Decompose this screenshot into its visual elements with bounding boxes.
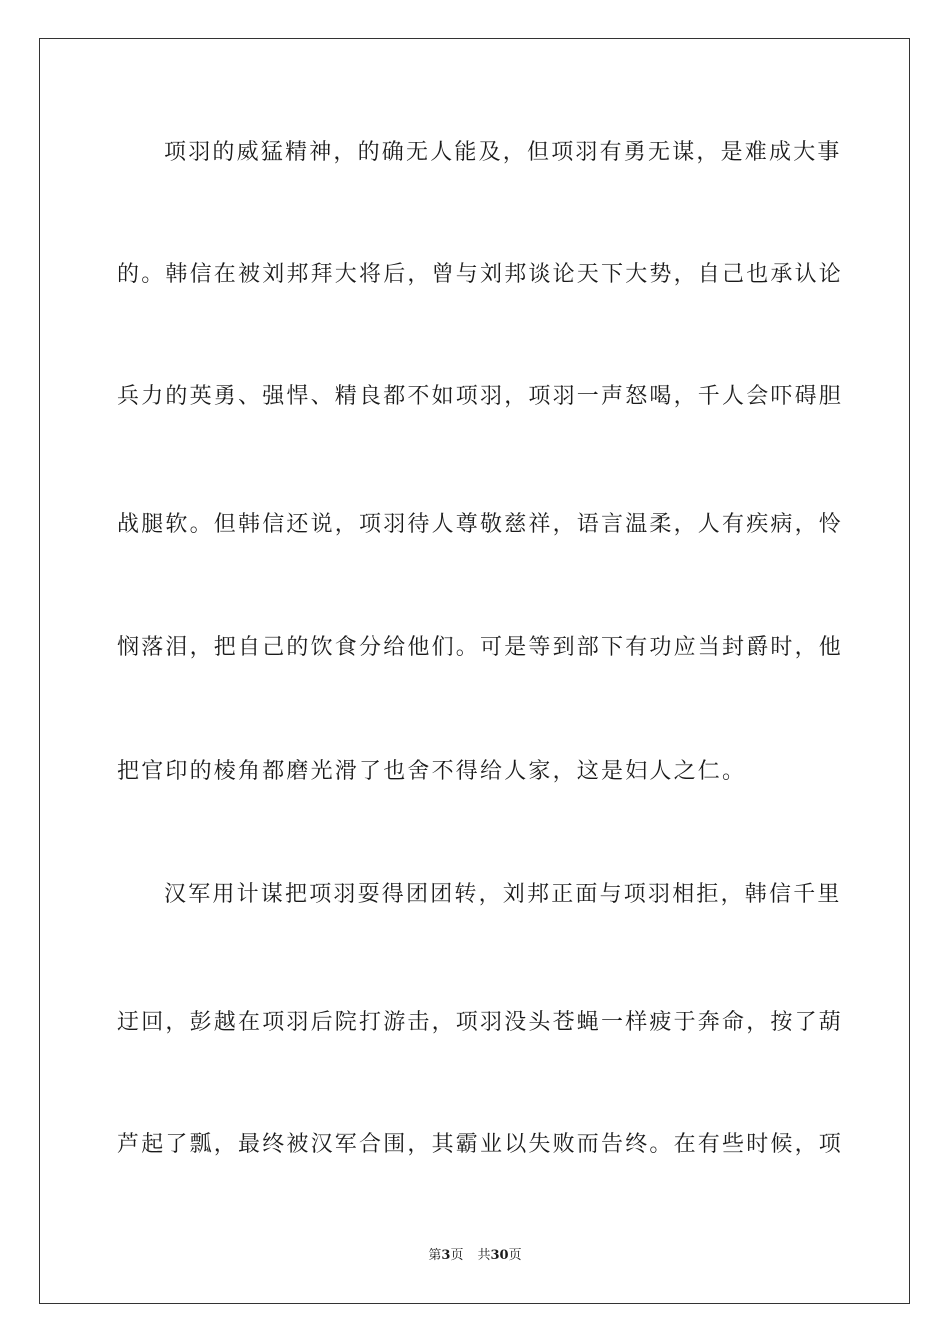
total-suffix: 页 bbox=[508, 1248, 522, 1263]
text-line-1: 项羽的威猛精神，的确无人能及，但项羽有勇无谋，是难成大事 bbox=[164, 140, 842, 165]
page-footer bbox=[0, 1247, 950, 1265]
text-line-8: 迂回，彭越在项羽后院打游击，项羽没头苍蝇一样疲于奔命，按了葫 bbox=[117, 1010, 844, 1035]
text-line-5: 悯落泪，把自己的饮食分给他们。可是等到部下有功应当封爵时，他 bbox=[117, 635, 844, 660]
text-line-4: 战腿软。但韩信还说，项羽待人尊敬慈祥，语言温柔，人有疾病，怜 bbox=[117, 512, 844, 537]
text-line-7: 汉军用计谋把项羽耍得团团转，刘邦正面与项羽相拒，韩信千里 bbox=[164, 882, 842, 907]
page-border bbox=[39, 38, 910, 1304]
text-line-2: 的。韩信在被刘邦拜大将后，曾与刘邦谈论天下大势，自己也承认论 bbox=[117, 262, 844, 287]
page-prefix: 第 bbox=[428, 1248, 442, 1263]
page-suffix: 页 bbox=[450, 1248, 464, 1263]
text-line-9: 芦起了瓢，最终被汉军合围，其霸业以失败而告终。在有些时候，项 bbox=[117, 1132, 844, 1157]
total-pages: 30 bbox=[490, 1248, 509, 1263]
text-line-3: 兵力的英勇、强悍、精良都不如项羽，项羽一声怒喝，千人会吓碍胆 bbox=[117, 384, 844, 409]
page-number: 3 bbox=[441, 1248, 451, 1263]
text-line-6: 把官印的棱角都磨光滑了也舍不得给人家，这是妇人之仁。 bbox=[117, 759, 747, 784]
total-prefix: 共 bbox=[477, 1248, 491, 1263]
